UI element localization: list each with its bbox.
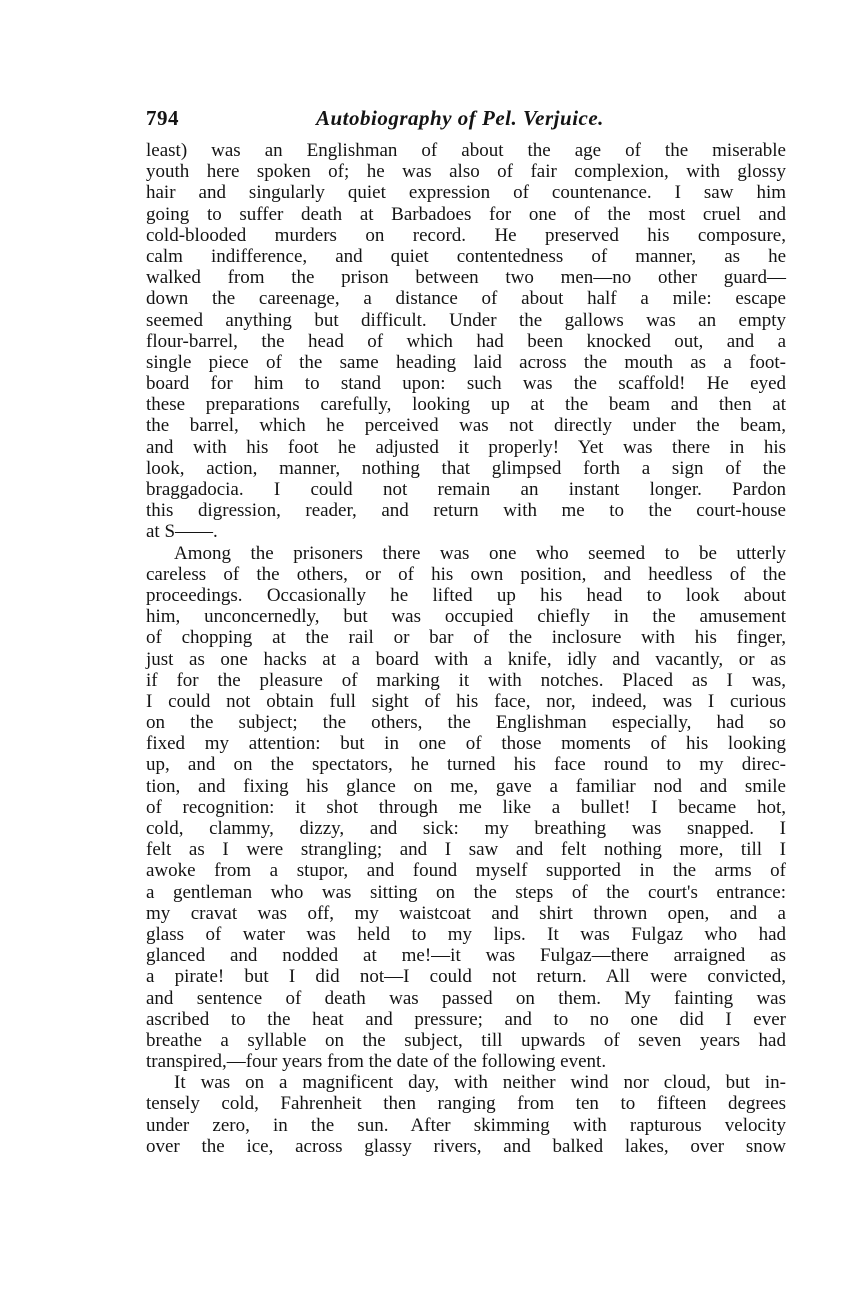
text-line: tion, and fixing his glance on me, gave a familiar nod and smile <box>146 775 786 797</box>
text-line: of chopping at the rail or bar of the inclosure with his finger, <box>146 627 786 649</box>
text-line: cold-blooded murders on record. He preserved his composure, <box>146 224 786 246</box>
text-line: glanced and nodded at me!—it was Fulgaz—there arraigned as <box>146 945 786 967</box>
text-line: and with his foot he adjusted it properly! Yet was there in his <box>146 436 786 458</box>
text-line: braggadocia. I could not remain an instant longer. Pardon <box>146 479 786 500</box>
text-line: these preparations carefully, looking up at the beam and then at <box>146 394 786 416</box>
text-line: look, action, manner, nothing that glimpsed forth a sign of the <box>146 457 786 479</box>
text-line: careless of the others, or of his own position, and heedless of the <box>146 563 786 585</box>
text-line: over the ice, across glassy rivers, and balked lakes, over snow <box>146 1135 786 1157</box>
text-line: on the subject; the others, the Englishman especially, had so <box>146 712 786 734</box>
text-line: glass of water was held to my lips. It was Fulgaz who had <box>146 923 786 945</box>
text-line: this digression, reader, and return with me to the court-house <box>146 500 786 522</box>
page-number: 794 <box>146 106 179 130</box>
text-line: felt as I were strangling; and I saw and felt nothing more, till I <box>146 839 786 861</box>
text-line: and sentence of death was passed on them. My fainting was <box>146 987 786 1009</box>
text-line: flour-barrel, the head of which had been knocked out, and a <box>146 330 786 352</box>
text-line: youth here spoken of; he was also of fair complexion, with glossy <box>146 161 786 183</box>
body-text <box>146 140 786 1157</box>
text-line: a gentleman who was sitting on the steps of the court's entrance: <box>146 881 786 903</box>
paragraph-start-line: It was on a magnificent day, with neither wind nor cloud, but in- <box>174 1072 786 1094</box>
text-line: calm indifference, and quiet contentedness of manner, as he <box>146 245 786 267</box>
text-line: proceedings. Occasionally he lifted up his head to look about <box>146 584 786 606</box>
text-line: I could not obtain full sight of his face, nor, indeed, was I curious <box>146 690 786 712</box>
text-line: single piece of the same heading laid across the mouth as a foot- <box>146 351 786 373</box>
text-line: ascribed to the heat and pressure; and to no one did I ever <box>146 1008 786 1030</box>
paragraph-start-line: Among the prisoners there was one who seemed to be utterly <box>174 542 786 564</box>
text-line: up, and on the spectators, he turned his face round to my direc- <box>146 754 786 776</box>
text-line: breathe a syllable on the subject, till upwards of seven years had <box>146 1029 786 1051</box>
text-line: my cravat was off, my waistcoat and shirt thrown open, and a <box>146 902 786 924</box>
text-line: tensely cold, Fahrenheit then ranging from ten to fifteen degrees <box>146 1093 786 1115</box>
paragraph-end-line: transpired,—four years from the date of the following event. <box>146 1051 607 1073</box>
text-line: him, unconcernedly, but was occupied chiefly in the amusement <box>146 606 786 628</box>
text-line: seemed anything but difficult. Under the gallows was an empty <box>146 309 786 331</box>
text-line: cold, clammy, dizzy, and sick: my breathing was snapped. I <box>146 818 786 839</box>
running-title: Autobiography of Pel. Verjuice. <box>316 106 604 130</box>
text-line: least) was an Englishman of about the age of the miserable <box>146 140 786 161</box>
text-line: hair and singularly quiet expression of countenance. I saw him <box>146 182 786 204</box>
text-line: board for him to stand upon: such was the scaffold! He eyed <box>146 373 786 395</box>
text-line: the barrel, which he perceived was not directly under the beam, <box>146 415 786 437</box>
text-line: going to suffer death at Barbadoes for one of the most cruel and <box>146 203 786 225</box>
text-line: under zero, in the sun. After skimming with rapturous velocity <box>146 1114 786 1136</box>
text-line: walked from the prison between two men—no other guard— <box>146 267 786 289</box>
text-line: a pirate! but I did not—I could not return. All were convicted, <box>146 966 786 988</box>
text-line: just as one hacks at a board with a knife, idly and vacantly, or as <box>146 648 786 670</box>
text-line: down the careenage, a distance of about half a mile: escape <box>146 288 786 310</box>
paragraph-end-line: at S——. <box>146 521 218 543</box>
text-line: if for the pleasure of marking it with notches. Placed as I was, <box>146 669 786 691</box>
text-line: fixed my attention: but in one of those moments of his looking <box>146 733 786 755</box>
text-line: of recognition: it shot through me like a bullet! I became hot, <box>146 796 786 818</box>
text-line: awoke from a stupor, and found myself supported in the arms of <box>146 860 786 882</box>
page-header <box>146 106 788 138</box>
